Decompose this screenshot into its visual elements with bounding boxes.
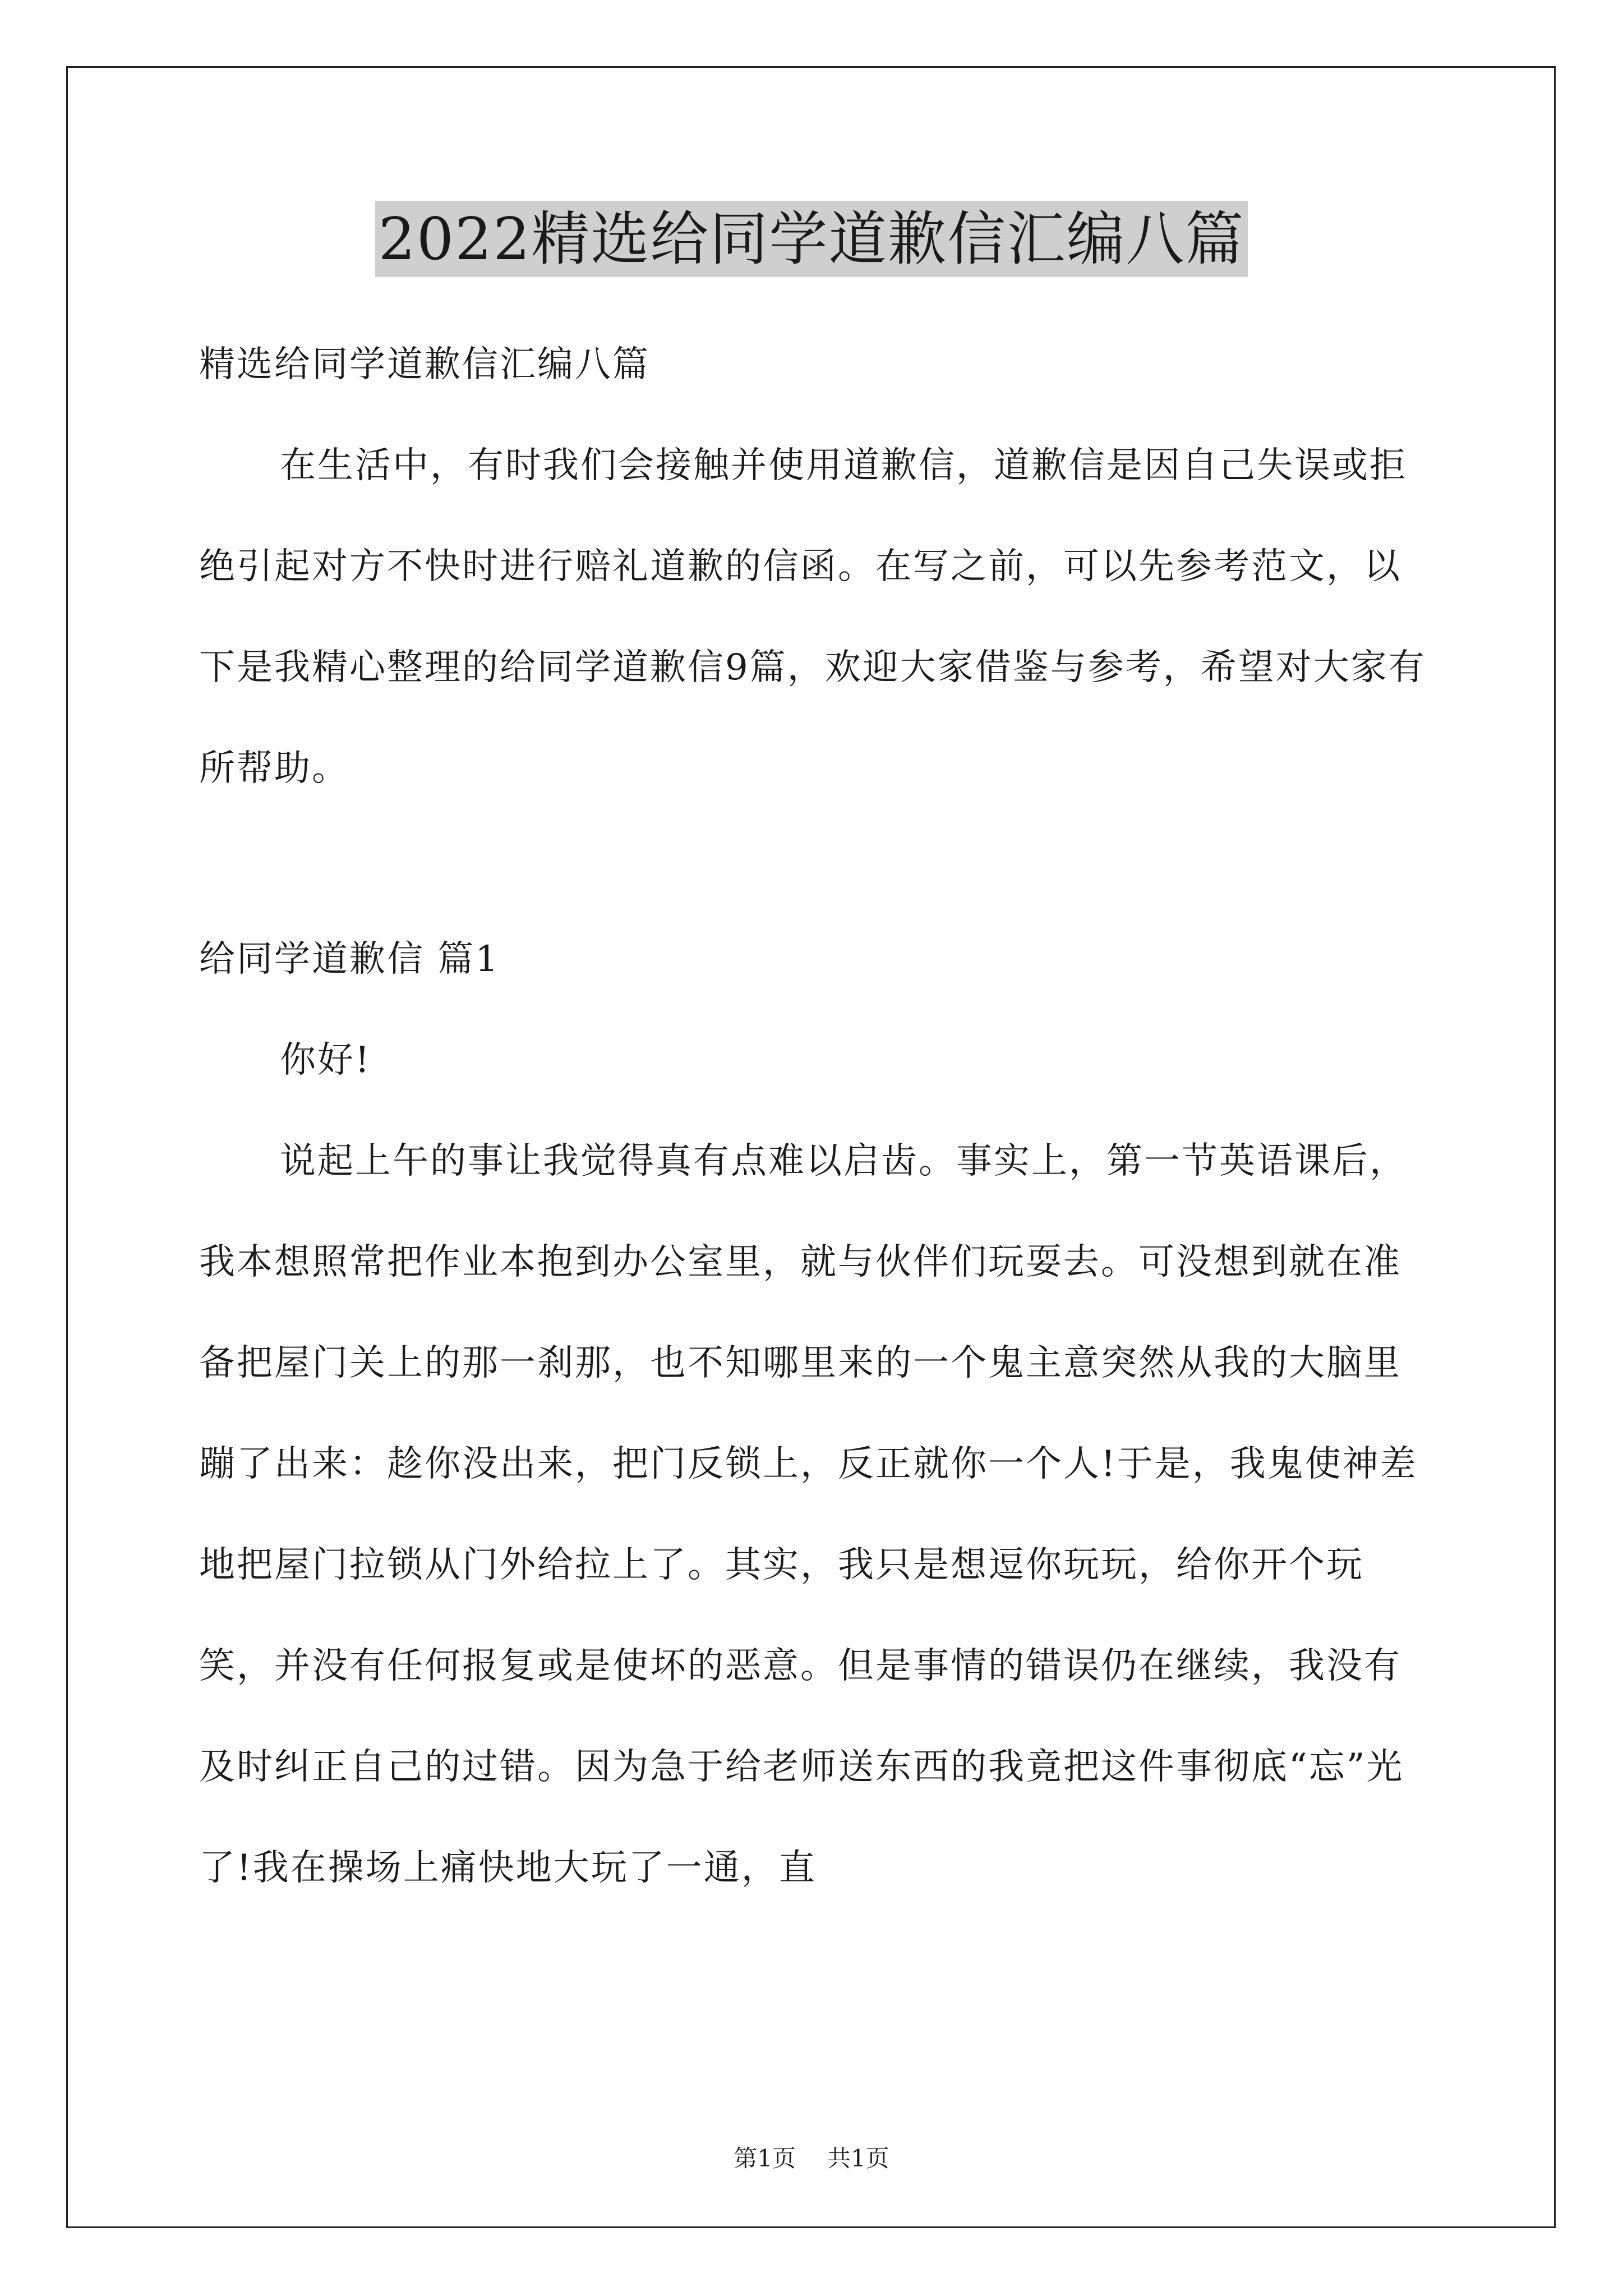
- title-container: [0, 201, 1623, 277]
- document-body: [199, 314, 1427, 1918]
- intro-paragraph: 在生活中，有时我们会接触并使用道歉信，道歉信是因自己失误或拒绝引起对方不快时进行赔礼道歉的信函。在写之前，可以先参考范文，以下是我精心整理的给同学道歉信9篇，欢迎大家借鉴与参考，希望对大家有所帮助。: [199, 445, 1426, 789]
- section-heading: 给同学道歉信 篇1: [199, 938, 500, 980]
- document-subtitle: 精选给同学道歉信汇编八篇: [199, 344, 650, 385]
- page-number: 第1页: [734, 2145, 796, 2172]
- page-total: 共1页: [827, 2145, 889, 2172]
- letter-body-paragraph: 说起上午的事让我觉得真有点难以启齿。事实上，第一节英语课后，我本想照常把作业本抱到办公室里，就与伙伴们玩耍去。可没想到就在准备把屋门关上的那一刹那，也不知哪里来的一个鬼主意突然从我的大脑里蹦了出来：趁你没出来，把门反锁上，反正就你一个人!于是，我鬼使神差地把屋门拉锁从门外给拉上了。其实，我只是想逗你玩玩，给你开个玩笑，并没有任何报复或是使坏的恶意。但是事情的错误仍在继续，我没有及时纠正自己的过错。因为急于给老师送东西的我竟把这件事彻底“忘”光了!我在操场上痛快地大玩了一通，直: [199, 1140, 1418, 1889]
- document-title: 2022精选给同学道歉信汇编八篇: [375, 201, 1248, 277]
- page-footer: [0, 2143, 1623, 2174]
- letter-greeting: 你好!: [280, 1039, 371, 1081]
